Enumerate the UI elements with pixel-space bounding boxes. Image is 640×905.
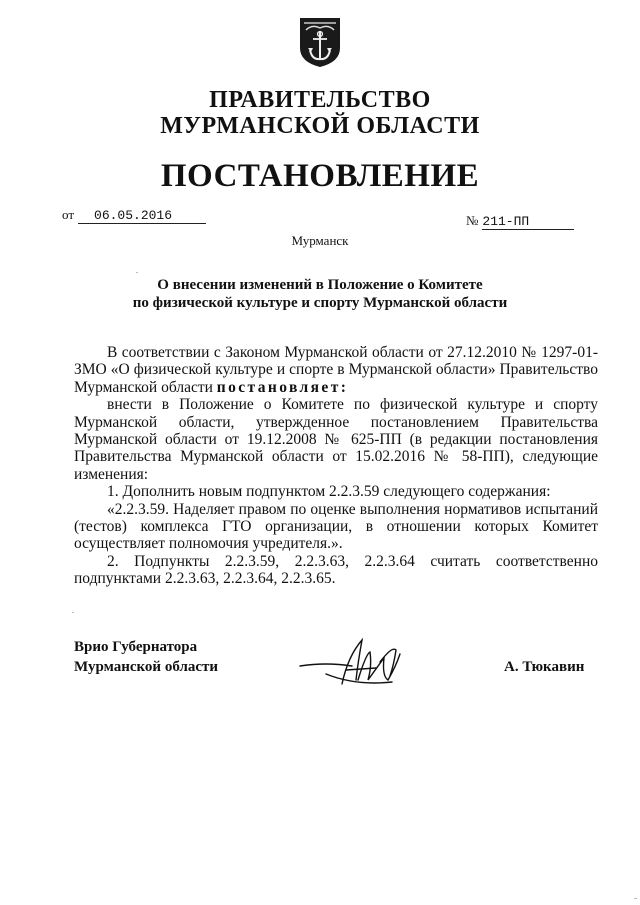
- paragraph-5: 2. Подпункты 2.2.3.59, 2.2.3.63, 2.2.3.64 считать соответственно подпунктами 2.2.3.63, 2.2.3.64, 2.2.3.65.: [74, 552, 598, 588]
- paragraph-1: [74, 344, 598, 396]
- scan-speck: [72, 612, 74, 613]
- document-number: 211-ПП: [482, 214, 574, 230]
- coat-of-arms-icon: [298, 14, 342, 68]
- resolution-keyword: постановляет:: [216, 378, 349, 396]
- org-name-line1: ПРАВИТЕЛЬСТВО: [209, 87, 431, 113]
- number-row: [466, 212, 574, 230]
- scan-speck: [136, 272, 138, 273]
- signatory-position-line1: Врио Губернатора: [74, 639, 198, 655]
- document-type-title: ПОСТАНОВЛЕНИЕ: [160, 158, 480, 194]
- document-body: [74, 344, 598, 588]
- date-prefix: от: [62, 207, 75, 222]
- handwritten-signature: [296, 636, 420, 692]
- paragraph-2: внести в Положение о Комитете по физической культуре и спорту Мурманской области, утвержденное постановлением Правительства Мурманской области от 19.12.2008 № 625-ПП (в редакции постановления Правительства Мурманской области от 15.02.2016 № 58-ПП), следующие изменения:: [74, 396, 598, 483]
- scan-speck: [634, 898, 637, 899]
- date-row: [62, 206, 206, 224]
- paragraph-3: 1. Дополнить новым подпунктом 2.2.3.59 следующего содержания:: [107, 483, 551, 501]
- paragraph-4: «2.2.3.59. Наделяет правом по оценке выполнения нормативов испытаний (тестов) комплекса ГТО организации, в отношении которых Комитет осуществляет полномочия учредителя.».: [74, 500, 598, 553]
- subject-line1: О внесении изменений в Положение о Комитете: [157, 277, 483, 293]
- number-prefix: №: [466, 213, 479, 228]
- subject-line2: по физической культуре и спорту Мурманской области: [132, 295, 508, 311]
- signatory-position-line2: Мурманской области: [74, 659, 219, 675]
- signatory-name: А. Тюкавин: [504, 659, 585, 675]
- city: Мурманск: [291, 233, 349, 248]
- paragraph-1-text: В соответствии с Законом Мурманской области от 27.12.2010 № 1297-01-ЗМО «О физической культуре и спорте в Мурманской области» Правительство Мурманской области: [74, 344, 598, 396]
- org-name-line2: МУРМАНСКОЙ ОБЛАСТИ: [160, 113, 480, 139]
- document-date: 06.05.2016: [78, 208, 206, 224]
